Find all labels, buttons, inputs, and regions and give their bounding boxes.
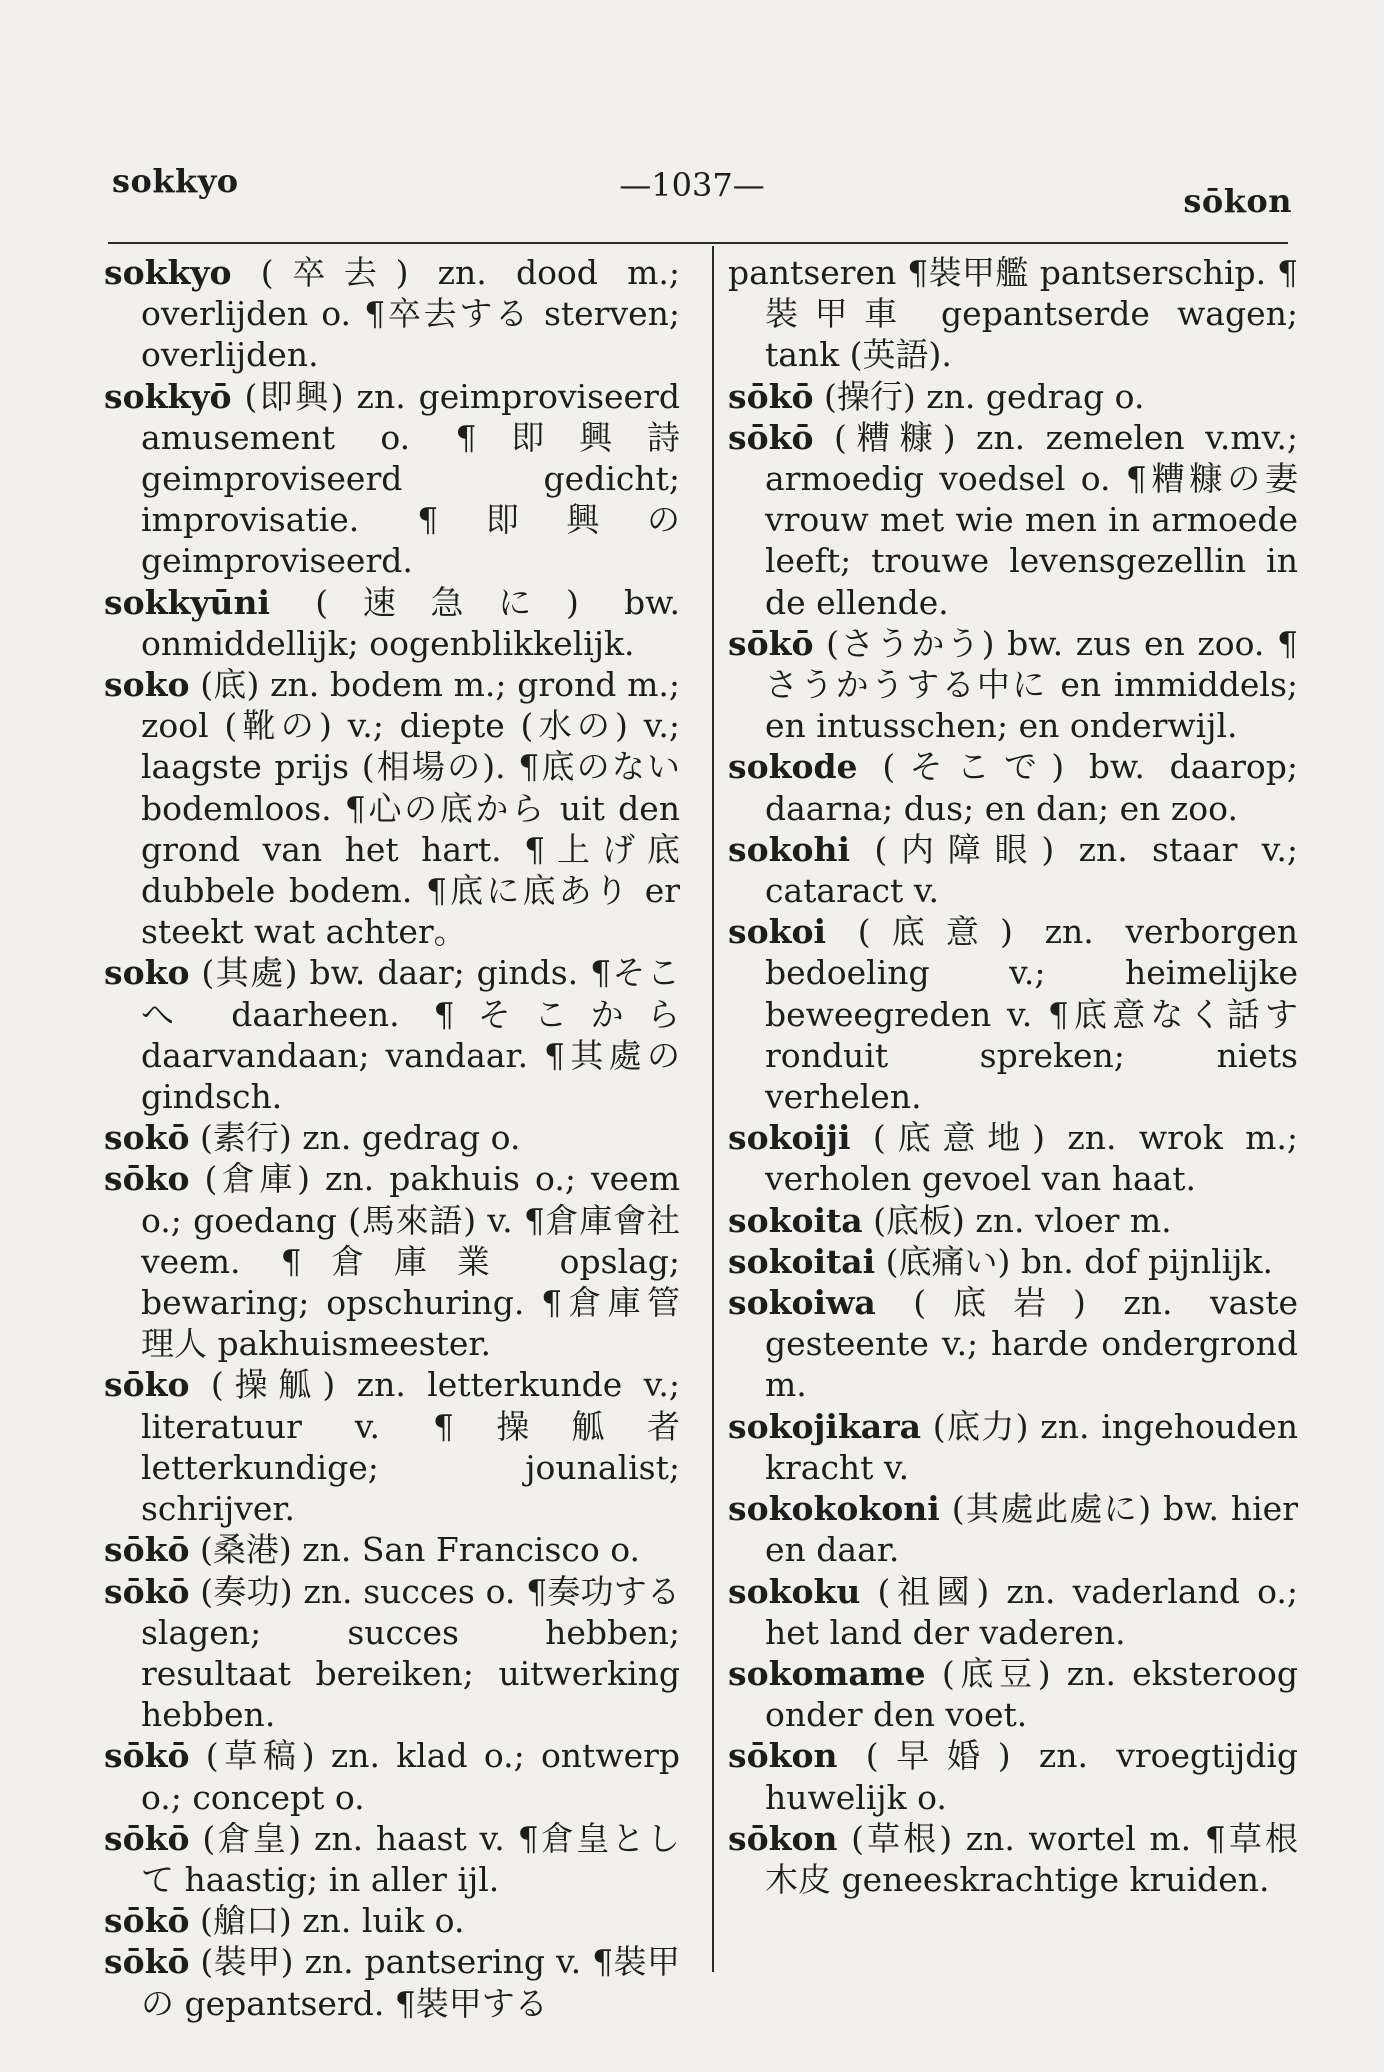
entry-headword: sōkō	[728, 623, 814, 663]
entry-definition: (底) zn. bodem m.; grond m.; zool (靴の) v.; diepte (水の) v.; laagste prijs (相場の). ¶底のない bodemloos. ¶心の底から uit den grond van het hart. ¶上げ底 dubbele bodem. ¶底に底あり er steekt wat achter。	[141, 665, 680, 952]
dictionary-entry	[104, 376, 680, 582]
dictionary-entry	[104, 1117, 680, 1158]
entry-definition: (操行) zn. gedrag o.	[823, 376, 1145, 416]
dictionary-entry	[728, 1653, 1298, 1735]
dictionary-entry	[104, 1158, 680, 1364]
entry-definition: (底岩) zn. vaste gesteente v.; harde ondergrond m.	[765, 1283, 1298, 1405]
dictionary-entry	[728, 1571, 1298, 1653]
entry-headword: sokoi	[728, 912, 827, 952]
dictionary-entry	[104, 1571, 680, 1736]
dictionary-entry	[728, 746, 1298, 828]
entry-definition: (速急に) bw. onmiddellijk; oogenblikkelijk.	[141, 582, 680, 663]
entry-definition: (底痛い) bn. dof pijnlijk.	[885, 1241, 1273, 1281]
header-rule	[108, 242, 1288, 244]
column-divider	[712, 246, 714, 1972]
entry-headword: soko	[104, 665, 190, 705]
page-number: —1037—	[619, 166, 765, 204]
entry-headword: sōkō	[104, 1942, 190, 1982]
entry-definition: (倉庫) zn. pakhuis o.; veem o.; goedang (馬來語) v. ¶倉庫會社 veem. ¶倉庫業 opslag; bewaring; opschuring. ¶倉庫管理人 pakhuismeester.	[141, 1159, 680, 1364]
dictionary-entry	[728, 1735, 1298, 1817]
entry-headword: sōkō	[728, 417, 814, 457]
entry-definition: (奏功) zn. succes o. ¶奏功する slagen; succes hebben; resultaat bereiken; uitwerking hebben.	[141, 1571, 680, 1735]
entry-definition: (早婚) zn. vroegtijdig huwelijk o.	[765, 1736, 1298, 1817]
entry-definition: (底意) zn. verborgen bedoeling v.; heimelijke beweegreden v. ¶底意なく話す ronduit spreken; niets verhelen.	[765, 912, 1299, 1117]
dictionary-entry	[728, 1200, 1298, 1241]
entry-headword: sōkō	[104, 1530, 190, 1570]
entry-headword: sōkō	[104, 1901, 190, 1941]
entry-definition: (桑港) zn. San Francisco o.	[199, 1530, 641, 1570]
entry-definition: (さうかう) bw. zus en zoo. ¶さうかうする中に en immiddels; en intusschen; en onderwijl.	[765, 623, 1299, 746]
entry-headword: sōko	[104, 1159, 190, 1199]
dictionary-entry	[104, 252, 680, 376]
entry-definition: (其處此處に) bw. hier en daar.	[765, 1489, 1298, 1570]
entry-headword: sokō	[104, 1118, 190, 1158]
left-column	[104, 252, 680, 2024]
entry-definition: (底意地) zn. wrok m.; verholen gevoel van haat.	[765, 1118, 1298, 1199]
running-head-left: sokkyo	[112, 162, 239, 200]
entry-definition: (倉皇) zn. haast v. ¶倉皇として haastig; in aller ijl.	[141, 1818, 680, 1899]
entry-definition: (操觚) zn. letterkunde v.; literatuur v. ¶操觚者 letterkundige; jounalist; schrijver.	[141, 1365, 680, 1529]
dictionary-entry	[104, 952, 680, 1117]
entry-headword: sōkō	[104, 1571, 190, 1611]
dictionary-entry	[104, 1941, 680, 2023]
dictionary-entry	[728, 1241, 1298, 1282]
entry-headword: sokkyō	[104, 376, 232, 416]
entry-definition: (素行) zn. gedrag o.	[199, 1118, 521, 1158]
entry-definition: (内障眼) zn. staar v.; cataract v.	[765, 829, 1298, 911]
dictionary-entry	[728, 417, 1298, 623]
entry-definition: (底力) zn. ingehouden kracht v.	[765, 1406, 1298, 1487]
entry-definition: (草根) zn. wortel m. ¶草根木皮 geneeskrachtige kruiden.	[765, 1818, 1298, 1899]
entry-headword: sōkō	[104, 1818, 190, 1858]
entry-definition: (そこで) bw. daarop; daarna; dus; en dan; en zoo.	[765, 747, 1298, 828]
entry-definition: (卒去) zn. dood m.; overlijden o. ¶卒去する sterven; overlijden.	[141, 253, 680, 375]
dictionary-entry	[104, 1900, 680, 1941]
entry-headword: sōkō	[104, 1736, 190, 1776]
entry-definition: (底板) zn. vloer m.	[873, 1200, 1172, 1240]
dictionary-entry	[104, 1364, 680, 1529]
dictionary-entry	[104, 582, 680, 664]
dictionary-entry	[728, 1282, 1298, 1406]
dictionary-entry	[104, 1529, 680, 1570]
dictionary-entry	[728, 1488, 1298, 1570]
entry-headword: sokokokoni	[728, 1489, 940, 1529]
dictionary-entry	[104, 1818, 680, 1900]
dictionary-entry	[728, 911, 1298, 1117]
entry-headword: sokoiji	[728, 1118, 851, 1158]
entry-headword: sokoita	[728, 1200, 863, 1240]
entry-definition: (草稿) zn. klad o.; ontwerp o.; concept o.	[141, 1736, 680, 1817]
dictionary-entry	[728, 1406, 1298, 1488]
dictionary-entry	[728, 829, 1298, 911]
entry-definition: (艙口) zn. luik o.	[199, 1901, 465, 1941]
dictionary-entry	[728, 1818, 1298, 1900]
dictionary-entry	[728, 252, 1298, 376]
entry-headword: sokoku	[728, 1571, 861, 1611]
entry-headword: sōko	[104, 1365, 190, 1405]
running-head-right: sōkon	[1183, 182, 1292, 220]
entry-definition: (裝甲) zn. pantsering v. ¶裝甲の gepantserd. ¶裝甲する	[141, 1942, 680, 2023]
entry-headword: sokoitai	[728, 1241, 876, 1281]
entry-definition: (糟糠) zn. zemelen v.mv.; armoedig voedsel o. ¶糟糠の妻 vrouw met wie men in armoede leeft; trouwe levensgezellin in de ellende.	[765, 417, 1298, 622]
entry-headword: sōkō	[728, 376, 814, 416]
entry-headword: sokomame	[728, 1653, 926, 1693]
entry-headword: sokojikara	[728, 1406, 921, 1446]
dictionary-entry	[728, 623, 1298, 747]
dictionary-entry	[728, 376, 1298, 417]
entry-definition: (其處) bw. daar; ginds. ¶そこへ daarheen. ¶そこから daarvandaan; vandaar. ¶其處の gindsch.	[141, 953, 680, 1117]
dictionary-entry	[104, 1735, 680, 1817]
entry-headword: sokode	[728, 747, 858, 787]
entry-definition: (祖國) zn. vaderland o.; het land der vaderen.	[765, 1571, 1298, 1652]
entry-definition: (即興) zn. geimproviseerd amusement o. ¶即興詩 geimproviseerd gedicht; improvisatie. ¶即興の geimproviseerd.	[141, 376, 680, 581]
entry-headword: sōkon	[728, 1736, 838, 1776]
entry-headword: sokkyūni	[104, 582, 271, 622]
dictionary-entry	[728, 1117, 1298, 1199]
entry-definition: pantseren ¶裝甲艦 pantserschip. ¶裝甲車 gepantserde wagen; tank (英語).	[728, 253, 1298, 375]
entry-headword: sokoiwa	[728, 1283, 876, 1323]
entry-headword: sōkon	[728, 1818, 838, 1858]
entry-headword: sokkyo	[104, 253, 232, 292]
entry-headword: sokohi	[728, 829, 850, 869]
entry-definition: (底豆) zn. eksteroog onder den voet.	[765, 1653, 1298, 1735]
entry-headword: soko	[104, 953, 190, 993]
right-column	[728, 252, 1298, 1900]
dictionary-entry	[104, 664, 680, 952]
